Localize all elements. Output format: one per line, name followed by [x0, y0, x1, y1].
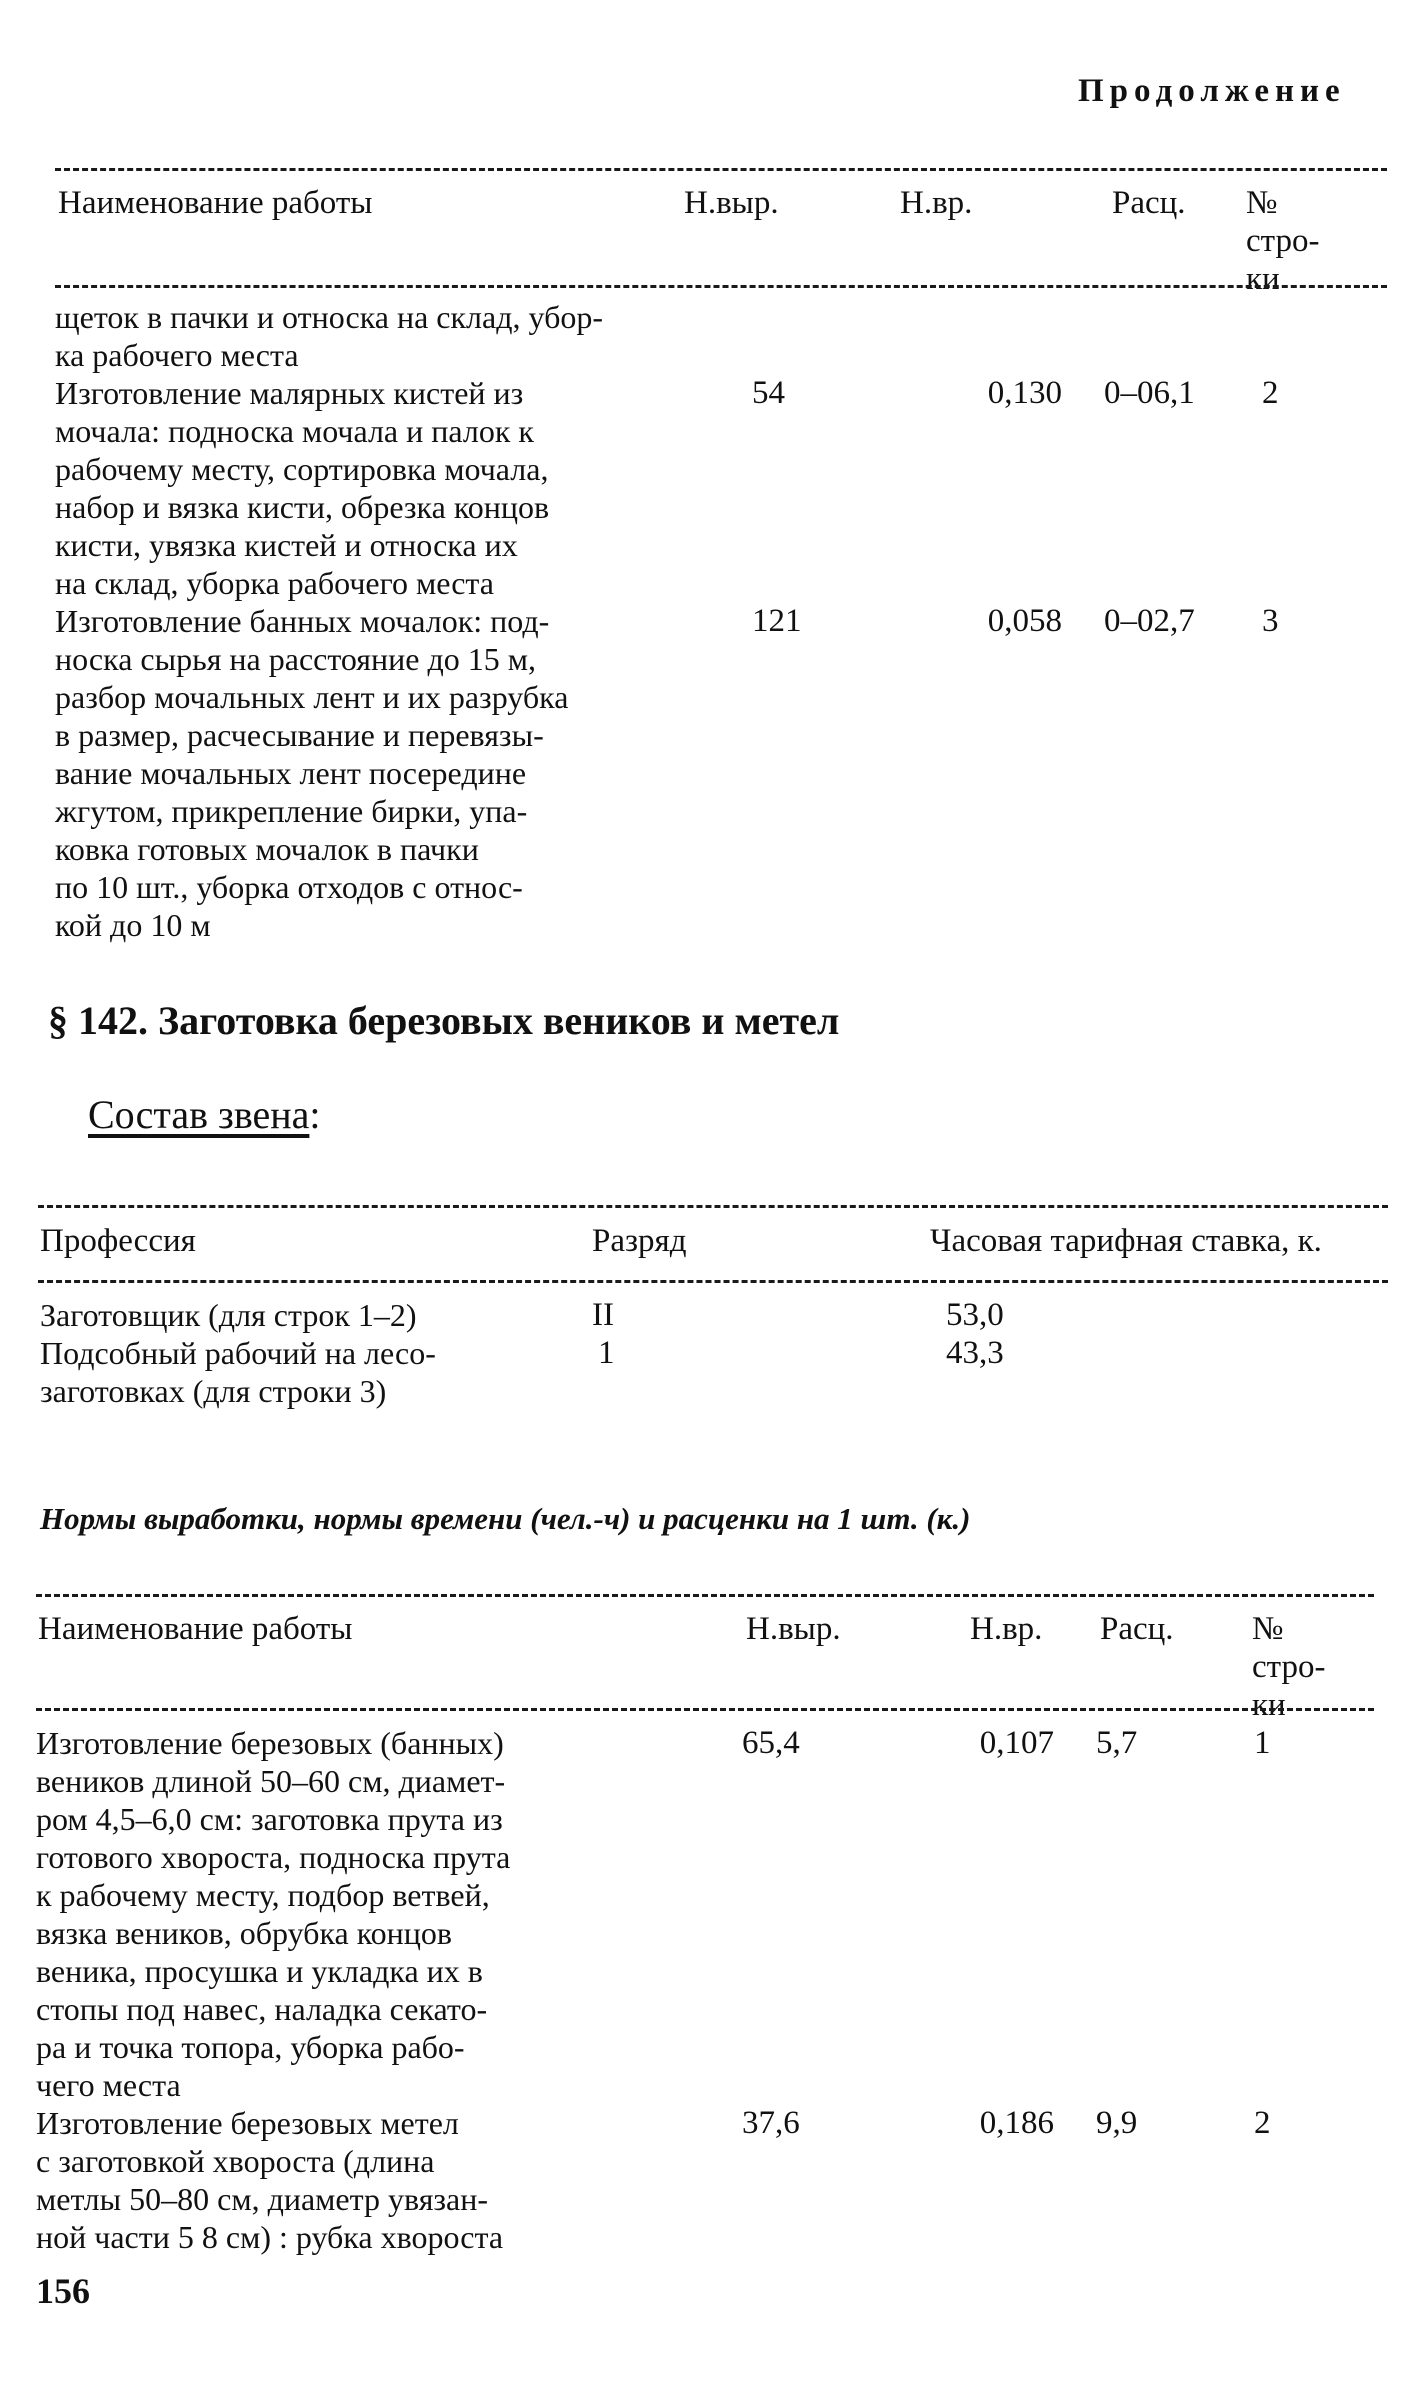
table1-row-nvyr: 121 — [752, 603, 802, 639]
continuation-label: Продолжение — [1078, 73, 1346, 109]
table2-header-name: Наименование работы — [38, 1611, 353, 1647]
table2-row-rasc: 9,9 — [1096, 2105, 1138, 2141]
table1-top-rule — [55, 168, 1387, 171]
table1-row-nvr: 0,130 — [987, 375, 1062, 411]
crew-row-grade: 1 — [598, 1335, 615, 1371]
norms-caption: Нормы выработки, нормы времени (чел.-ч) и расценки на 1 шт. (к.) — [40, 1501, 971, 1536]
table1-row-desc: Изготовление банных мочалок: под- носка сырья на расстояние до 15 м, разбор мочальных лент и их разрубка в размер, расчесывание и перевязы- вание мочальных лент посередине жгутом, прикрепление бирки, упа- ковка готовых мочалок в пачки по 10 шт., уборка отходов с относ- кой до 10 м — [55, 603, 569, 943]
table1-row-number: 2 — [1262, 375, 1279, 411]
table1-header-rule — [55, 285, 1387, 288]
table1-header-nvr: Н.вр. — [900, 185, 973, 221]
table2-row-rasc: 5,7 — [1096, 1725, 1138, 1761]
table1-row-desc: Изготовление малярных кистей из мочала: подноска мочала и палок к рабочему месту, сортировка мочала, набор и вязка кисти, обрезка концов кисти, увязка кистей и относка их на склад, уборка рабочего места — [55, 375, 550, 601]
table1-row-rasc: 0–06,1 — [1104, 375, 1195, 411]
table1-header-nvyr: Н.выр. — [684, 185, 779, 221]
table2-row-nvyr: 37,6 — [742, 2105, 800, 2141]
table2-row-number: 1 — [1254, 1725, 1271, 1761]
crew-row-profession: Подсобный рабочий на лесо- заготовках (для строки 3) — [40, 1335, 436, 1409]
table1-row-nvyr: 54 — [752, 375, 785, 411]
table2-row-number: 2 — [1254, 2105, 1271, 2141]
crew-header-profession: Профессия — [40, 1223, 196, 1259]
table2-row-desc: Изготовление березовых метел с заготовкой хвороста (длина метлы 50–80 см, диаметр увязан- ной части 5 8 см) : рубка хвороста — [36, 2105, 504, 2255]
crew-table-header-rule — [38, 1280, 1388, 1283]
crew-label-colon: : — [309, 1092, 321, 1137]
table2-header-nvyr: Н.выр. — [746, 1611, 841, 1647]
crew-row-rate: 43,3 — [946, 1335, 1004, 1371]
table2-top-rule — [36, 1594, 1374, 1597]
crew-header-rate: Часовая тарифная ставка, к. — [930, 1223, 1322, 1259]
table1-row-rasc: 0–02,7 — [1104, 603, 1195, 639]
crew-composition-label — [88, 1092, 321, 1138]
page-number: 156 — [36, 2271, 90, 2311]
table1-header-name: Наименование работы — [58, 185, 373, 221]
table2-header-rasc: Расц. — [1100, 1611, 1174, 1647]
crew-row-profession: Заготовщик (для строк 1–2) — [40, 1297, 417, 1333]
table2-header-nvr: Н.вр. — [970, 1611, 1043, 1647]
table2-row-desc: Изготовление березовых (банных) веников длиной 50–60 см, диамет- ром 4,5–6,0 см: заготовка прута из готового хвороста, подноска прута к рабочему месту, подбор ветвей, вязка веников, обрубка концов веника, просушка и укладка их в стопы под навес, наладка секато- ра и точка топора, уборка рабо- чего места — [36, 1725, 511, 2103]
table2-header-rule — [36, 1708, 1374, 1711]
crew-header-grade: Разряд — [592, 1223, 687, 1259]
section-title: § 142. Заготовка березовых веников и метел — [48, 998, 840, 1043]
table1-header-rasc: Расц. — [1112, 185, 1186, 221]
table2-row-nvr: 0,107 — [979, 1725, 1054, 1761]
table2-row-nvr: 0,186 — [979, 2105, 1054, 2141]
table1-row-desc: щеток в пачки и относка на склад, убор- ка рабочего места — [55, 299, 603, 373]
table1-row-nvr: 0,058 — [987, 603, 1062, 639]
crew-table-top-rule — [38, 1205, 1388, 1208]
table1-header-row: № стро- ки — [1246, 185, 1320, 297]
table1-row-number: 3 — [1262, 603, 1279, 639]
crew-row-rate: 53,0 — [946, 1297, 1004, 1333]
crew-label-text: Состав звена — [88, 1092, 310, 1137]
crew-row-grade: II — [592, 1297, 614, 1333]
table2-header-row: № стро- ки — [1252, 1611, 1326, 1723]
table2-row-nvyr: 65,4 — [742, 1725, 800, 1761]
